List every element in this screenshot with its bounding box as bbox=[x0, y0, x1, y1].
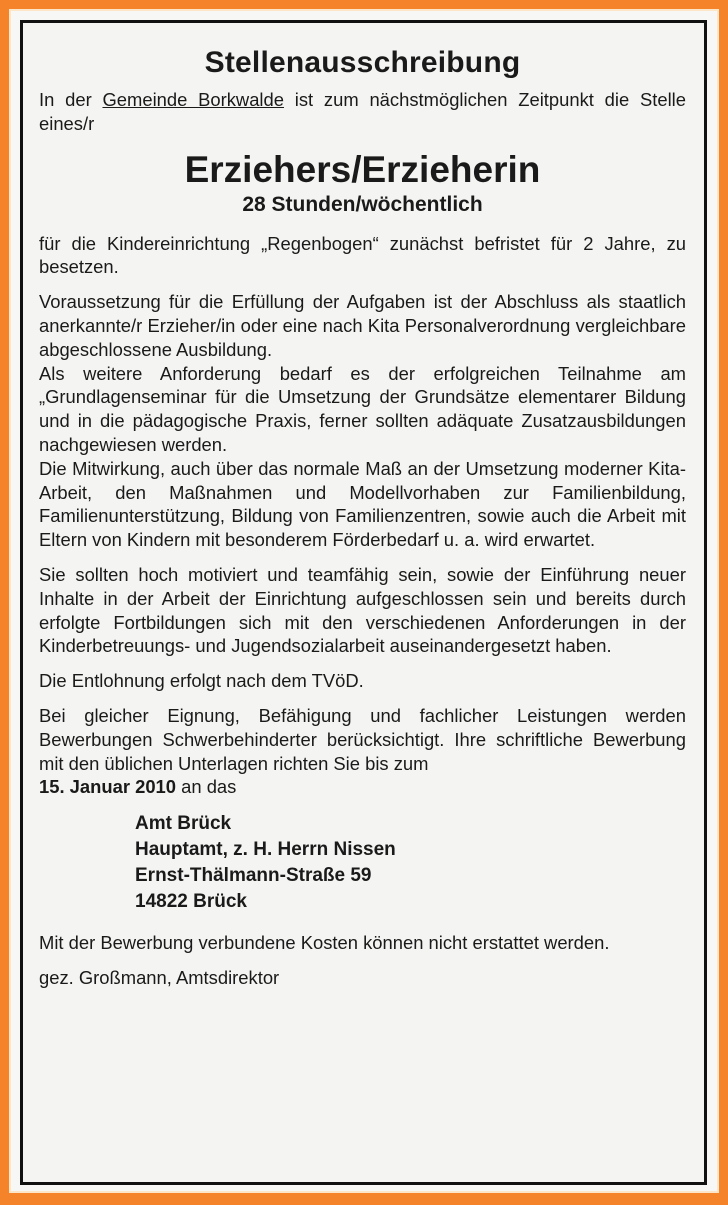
intro-paragraph bbox=[39, 88, 686, 136]
position-title: Erziehers/Erzieherin bbox=[184, 148, 541, 190]
recipient-address bbox=[135, 811, 686, 915]
requirement-paragraph-1: Voraussetzung für die Erfüllung der Aufgaben ist der Abschluss als staatlich anerkannte/r Erzieher/in oder eine nach Kita Personalverordnung vergleichbare abgeschlossene Ausbildung. bbox=[39, 291, 686, 360]
salary-paragraph: Die Entlohnung erfolgt nach dem TVöD. bbox=[39, 670, 364, 692]
facility-paragraph: für die Kindereinrichtung „Regenbogen“ zunächst befristet für 2 Jahre, zu besetzen. bbox=[39, 232, 686, 278]
requirement-paragraph-2: Als weitere Anforderung bedarf es der erfolgreichen Teilnahme am „Grundlagenseminar für die Umsetzung der Grundsätze elementarer Bildung und in die pädagogische Praxis, ferner sollten adäquate Zusatzausbildungen nachgewiesen werden. bbox=[39, 362, 686, 455]
address-line-city: 14822 Brück bbox=[135, 891, 247, 913]
advertisement-content bbox=[39, 23, 686, 990]
profile-paragraph: Sie sollten hoch motiviert und teamfähig sein, sowie der Einführung neuer Inhalte in der Arbeit der Einrichtung aufgeschlossen sein und bereits durch erfolgte Fortbildungen sich mit den verschiedenen Anforderungen in der Kinderbetreuungs- und Jugendsozialarbeit auseinandergesetzt haben. bbox=[39, 563, 686, 657]
application-text: Bei gleicher Eignung, Befähigung und fachlicher Leistungen werden Bewerbungen Schwerbehinderter berücksichtigt. Ihre schriftliche Bewerbung mit den üblichen Unterlagen richten Sie bis zum bbox=[39, 704, 686, 774]
document-title: Stellenausschreibung bbox=[204, 46, 521, 79]
signature: gez. Großmann, Amtsdirektor bbox=[39, 966, 280, 988]
deadline-suffix: an das bbox=[176, 776, 237, 798]
requirement-paragraph-3: Die Mitwirkung, auch über das normale Maß an der Umsetzung moderner Kita-Arbeit, den Maßnahmen und Modellvorhaben zur Familienbildung, Familienunterstützung, Bildung von Familienzentren, sowie auch die Arbeit mit Eltern von Kindern mit besonderem Förderbedarf u. a. wird erwartet. bbox=[39, 457, 686, 551]
application-deadline: 15. Januar 2010 bbox=[39, 776, 177, 798]
application-paragraph bbox=[39, 704, 686, 799]
address-line-department: Hauptamt, z. H. Herrn Nissen bbox=[135, 839, 396, 861]
weekly-hours: 28 Stunden/wöchentlich bbox=[242, 192, 483, 216]
address-line-office: Amt Brück bbox=[135, 813, 232, 835]
intro-suffix: ist zum nächstmöglichen Zeitpunkt die Stelle eines/r bbox=[39, 89, 686, 134]
job-advertisement bbox=[20, 20, 707, 1185]
address-line-street: Ernst-Thälmann-Straße 59 bbox=[135, 865, 372, 887]
municipality-name: Gemeinde Borkwalde bbox=[102, 89, 284, 110]
intro-prefix: In der bbox=[39, 89, 103, 110]
costs-paragraph: Mit der Bewerbung verbundene Kosten können nicht erstattet werden. bbox=[39, 932, 610, 954]
